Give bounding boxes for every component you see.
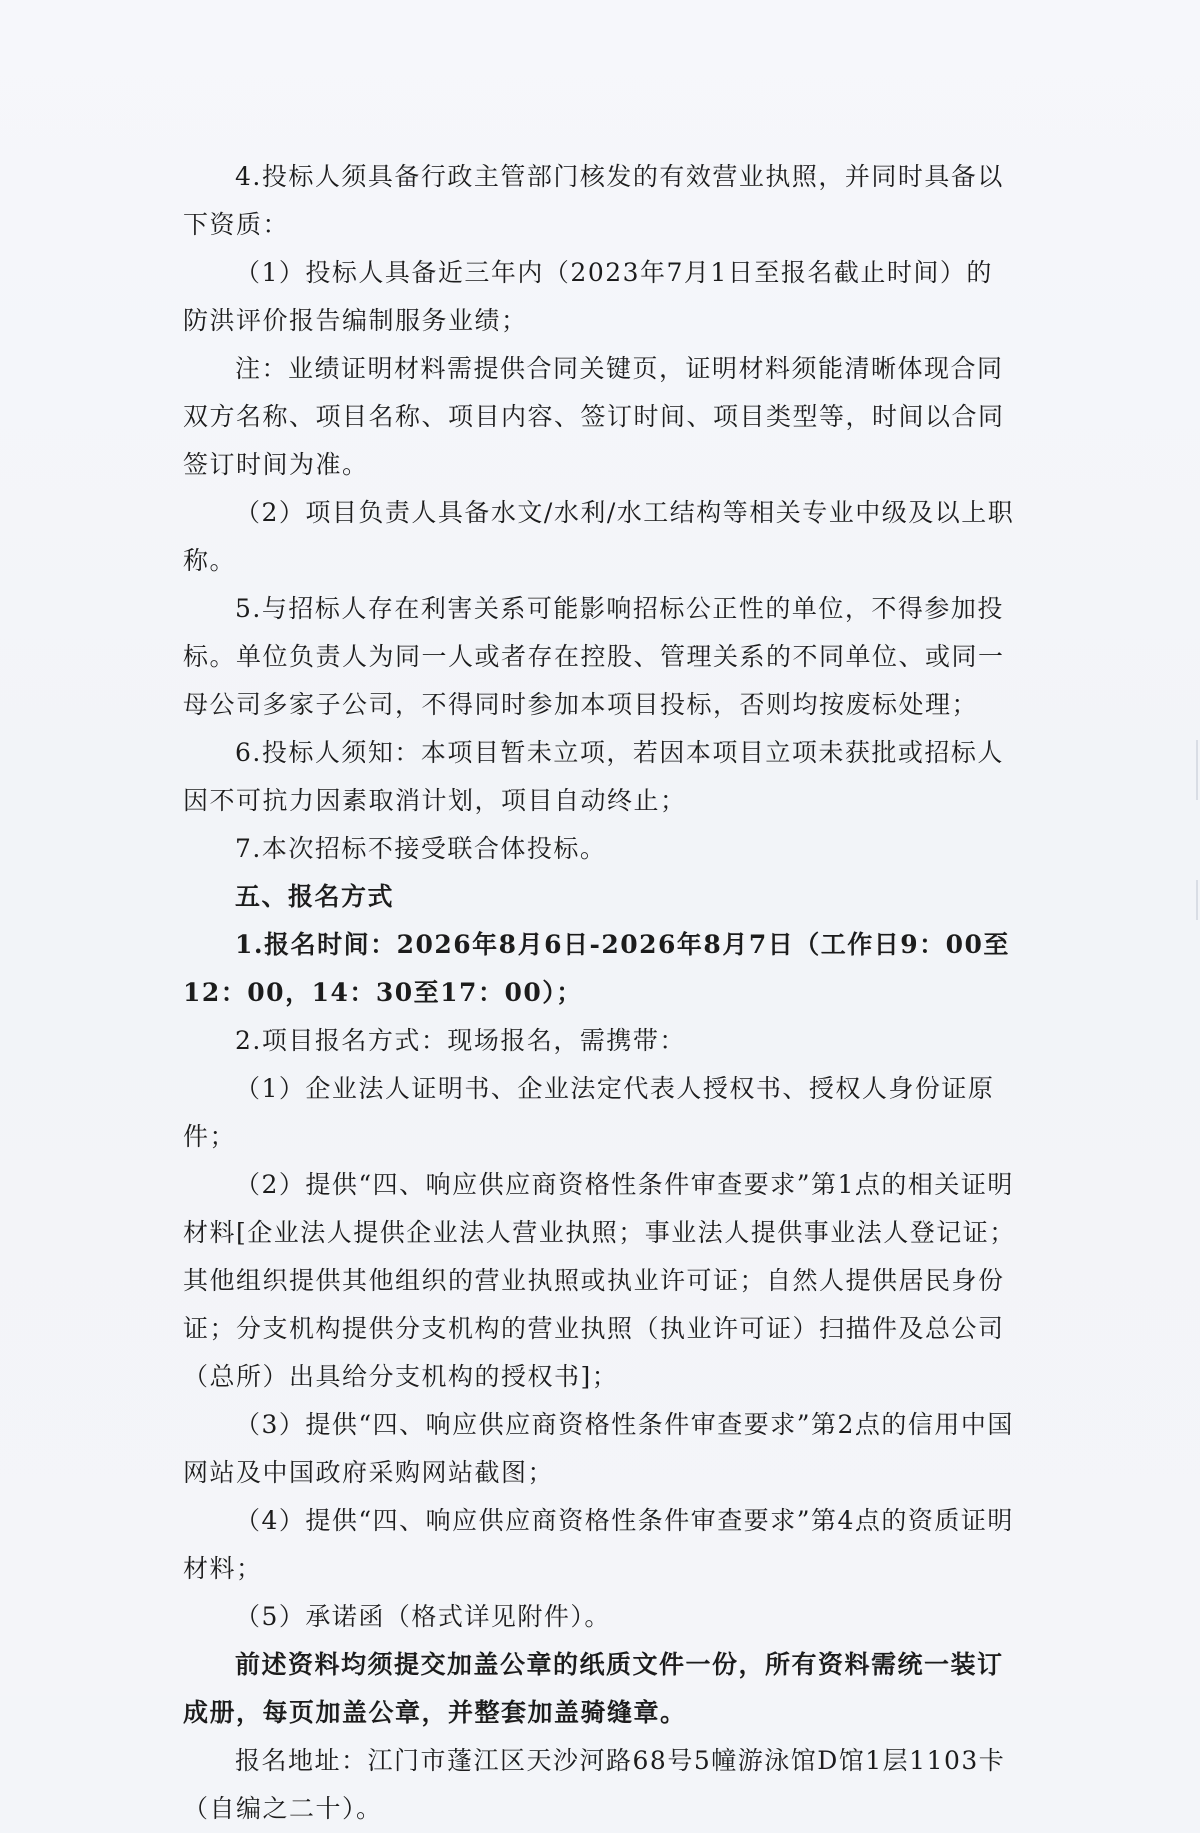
paragraph-required-item-2: （2）提供“四、响应供应商资格性条件审查要求”第1点的相关证明材料[企业法人提供企业法人营业执照；事业法人提供事业法人登记证；其他组织提供其他组织的营业执照或执业许可证；自然人提供居民身份证；分支机构提供分支机构的营业执照（执业许可证）扫描件及总公司（总所）出具给分支机构的授权书]； — [183, 1170, 1016, 1391]
paragraph-qualification-7: 7.本次招标不接受联合体投标。 — [235, 834, 607, 863]
paragraph-registration-time: 1.报名时间：2026年8月6日-2026年8月7日（工作日9：00至12：00，14：30至17：00）； — [183, 930, 1010, 1007]
paragraph-required-item-1: （1）企业法人证明书、企业法定代表人授权书、授权人身份证原件； — [183, 1074, 995, 1151]
paragraph-qualification-4-2: （2）项目负责人具备水文/水利/水工结构等相关专业中级及以上职称。 — [183, 498, 1015, 575]
paragraph-qualification-5: 5.与招标人存在利害关系可能影响招标公正性的单位，不得参加投标。单位负责人为同一人或者存在控股、管理关系的不同单位、或同一母公司多家子公司，不得同时参加本项目投标，否则均按废标处理； — [183, 594, 1005, 719]
paragraph-qualification-6: 6.投标人须知：本项目暂未立项，若因本项目立项未获批或招标人因不可抗力因素取消计划，项目自动终止； — [183, 738, 1004, 815]
paragraph-registration-method: 2.项目报名方式：现场报名，需携带： — [235, 1026, 686, 1055]
scan-edge-mark — [1196, 880, 1198, 920]
paragraph-binding-requirement: 前述资料均须提交加盖公章的纸质文件一份，所有资料需统一装订成册，每页加盖公章，并整套加盖骑缝章。 — [183, 1650, 1004, 1727]
paragraph-qualification-4-1: （1）投标人具备近三年内（2023年7月1日至报名截止时间）的防洪评价报告编制服务业绩； — [183, 258, 993, 335]
paragraph-required-item-3: （3）提供“四、响应供应商资格性条件审查要求”第2点的信用中国网站及中国政府采购网站截图； — [183, 1410, 1014, 1487]
paragraph-registration-address: 报名地址：江门市蓬江区天沙河路68号5幢游泳馆D馆1层1103卡（自编之二十）。 — [183, 1746, 1006, 1823]
document-body — [183, 153, 1019, 1833]
section-heading-registration: 五、报名方式 — [235, 882, 395, 911]
paragraph-required-item-5: （5）承诺函（格式详见附件）。 — [235, 1602, 611, 1631]
paragraph-required-item-4: （4）提供“四、响应供应商资格性条件审查要求”第4点的资质证明材料； — [183, 1506, 1014, 1583]
paragraph-qualification-4: 4.投标人须具备行政主管部门核发的有效营业执照，并同时具备以下资质： — [183, 162, 1004, 239]
scan-edge-mark — [1196, 740, 1198, 800]
paragraph-note: 注：业绩证明材料需提供合同关键页，证明材料须能清晰体现合同双方名称、项目名称、项目内容、签订时间、项目类型等，时间以合同签订时间为准。 — [183, 354, 1005, 479]
